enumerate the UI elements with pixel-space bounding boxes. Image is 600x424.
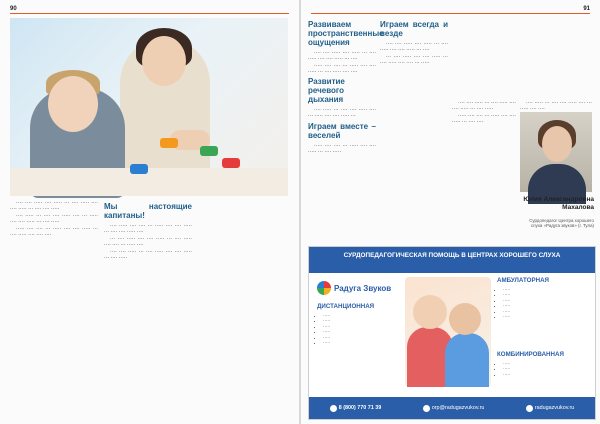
ad-site[interactable] bbox=[526, 405, 574, 412]
paragraph: ····· ···· ···· ··· ····· ···· ···· ····· ··· ···· ···· bbox=[452, 113, 516, 126]
ad-site-text: radugazvukov.ru bbox=[534, 405, 575, 411]
ad-list-combined bbox=[497, 361, 595, 377]
ad-email-text: orp@radugazvukov.ru bbox=[431, 405, 485, 411]
list-item: • ····· bbox=[323, 335, 405, 340]
section-heading: Играем всегда и везде bbox=[380, 20, 448, 38]
paragraph: ···· ···· ····· ···· ····· ··· ···· ····· ···· ···· ····· ··· ···· ···· ····· bbox=[10, 200, 98, 213]
right-page-header bbox=[311, 4, 590, 14]
section-heading: Мы настоящие капитаны! bbox=[104, 202, 192, 220]
paragraph: ···· ···· ····· ···· ····· ··· ···· ····· ···· ···· ····· ··· ···· bbox=[380, 41, 448, 54]
list-item: • ····· bbox=[503, 314, 595, 319]
ad-list-distance bbox=[317, 313, 405, 345]
list-item: • ····· bbox=[323, 340, 405, 345]
kid-body bbox=[445, 333, 489, 387]
main-photo bbox=[10, 18, 288, 196]
phone-icon bbox=[330, 405, 337, 412]
ad-section-combined: КОМБИНИРОВАННАЯ bbox=[497, 351, 564, 358]
photo-woman-head bbox=[142, 36, 186, 86]
list-item: • ····· bbox=[323, 324, 405, 329]
paragraph: ····· ···· ···· ··· ····· ···· ···· ····· ··· ···· ····· ···· ···· ···· bbox=[10, 226, 98, 239]
author-photo bbox=[520, 112, 592, 192]
author-name: Юлия Александровна Махалова bbox=[523, 196, 594, 211]
photo-toy-green bbox=[200, 146, 218, 156]
paragraph: ··· ···· ····· ···· ···· ····· ··· ···· ····· ···· ···· ··· ····· ···· bbox=[104, 236, 192, 249]
paragraph: ····· ···· ···· ··· ····· ···· ···· ····· ··· ···· ····· ···· ···· bbox=[308, 63, 376, 76]
photo-toy-orange bbox=[160, 138, 178, 148]
right-text-column-3 bbox=[452, 100, 516, 244]
photo-toy-red bbox=[222, 158, 240, 168]
list-item: • ····· bbox=[323, 318, 405, 323]
list-item: • ····· bbox=[503, 361, 595, 366]
section-heading: Играем вместе – веселей bbox=[308, 121, 376, 140]
right-page-number: 91 bbox=[583, 5, 590, 12]
ad-section-ambulatory: АМБУЛАТОРНАЯ bbox=[497, 277, 549, 284]
paragraph: ···· ···· ····· ···· ····· ··· ···· ····· ···· ···· ····· ··· ···· bbox=[308, 50, 376, 63]
right-text-column-2 bbox=[380, 18, 448, 244]
paragraph: ···· ···· ····· ··· ···· ····· ···· ···· ····· ··· ···· ····· bbox=[452, 100, 516, 113]
author-role: Сурдопедагог Центра хорошего слуха «Радуга звуков» (г. Тула) bbox=[529, 218, 594, 229]
list-item: • ····· bbox=[503, 292, 595, 297]
list-item: • ····· bbox=[323, 313, 405, 318]
ad-banner: СУРДОПЕДАГОГИЧЕСКАЯ ПОМОЩЬ В ЦЕНТРАХ ХОРОШЕГО СЛУХА bbox=[309, 247, 595, 273]
paragraph: ···· ····· ··· ···· ···· ····· ···· ··· ····· ···· ···· ····· ··· ···· ····· bbox=[10, 213, 98, 226]
section-heading: Развитие речевого дыхания bbox=[308, 77, 345, 105]
list-item: • ····· bbox=[503, 366, 595, 371]
ad-phone[interactable] bbox=[330, 405, 382, 412]
photo-table bbox=[10, 168, 288, 196]
left-text-column-1 bbox=[10, 200, 98, 418]
paragraph: ····· ···· ···· ··· ····· ···· ···· ····· ··· ···· ····· bbox=[308, 142, 376, 155]
paragraph: ···· ····· ··· ···· ···· ····· ···· ··· ····· ···· ···· bbox=[520, 100, 592, 113]
photo-toy-blue bbox=[130, 164, 148, 174]
left-text-column-3 bbox=[198, 200, 288, 418]
paragraph: ···· ····· ···· ···· ··· ····· ···· ···· ····· ··· ···· ···· ····· ···· bbox=[104, 223, 192, 236]
list-item: • ····· bbox=[503, 309, 595, 314]
advertisement[interactable] bbox=[308, 246, 596, 420]
ad-kids-image bbox=[405, 277, 491, 387]
photo-child-head bbox=[48, 76, 98, 132]
ad-brand: Радуга Звуков bbox=[334, 283, 392, 293]
kid-head bbox=[449, 303, 481, 335]
list-item: • ····· bbox=[503, 287, 595, 292]
paragraph: ··· ···· ····· ···· ···· ····· ··· ···· ····· ···· ···· ··· ····· bbox=[380, 54, 448, 67]
rainbow-logo-icon bbox=[317, 281, 331, 295]
ad-logo bbox=[317, 279, 403, 297]
ad-section-distance: ДИСТАНЦИОННАЯ bbox=[317, 303, 375, 310]
left-page-header bbox=[10, 4, 289, 14]
list-item: • ····· bbox=[323, 329, 405, 334]
section-heading: Развиваем пространственные ощущения bbox=[308, 20, 384, 47]
list-item: • ····· bbox=[503, 303, 595, 308]
left-page-number: 90 bbox=[10, 5, 17, 12]
ad-email[interactable] bbox=[423, 405, 485, 412]
right-text-column-4 bbox=[520, 100, 592, 113]
list-item: • ····· bbox=[503, 372, 595, 377]
list-item: • ····· bbox=[503, 298, 595, 303]
globe-icon bbox=[526, 405, 533, 412]
paragraph: ···· ···· ····· ··· ···· ····· ···· ···· ····· ··· ···· ····· bbox=[104, 249, 192, 262]
mail-icon bbox=[423, 405, 430, 412]
left-text-column-2 bbox=[104, 200, 192, 418]
ad-contacts bbox=[309, 397, 595, 419]
ad-phone-text: 8 (800) 770 71 39 bbox=[338, 405, 382, 411]
right-text-column-1 bbox=[308, 18, 384, 244]
kid-head bbox=[413, 295, 447, 329]
left-page bbox=[0, 0, 299, 424]
paragraph: ···· ····· ··· ···· ···· ····· ···· ··· ····· ···· ···· ····· ··· bbox=[308, 107, 376, 120]
ad-list-ambulatory bbox=[497, 287, 595, 319]
author-head bbox=[542, 126, 572, 162]
